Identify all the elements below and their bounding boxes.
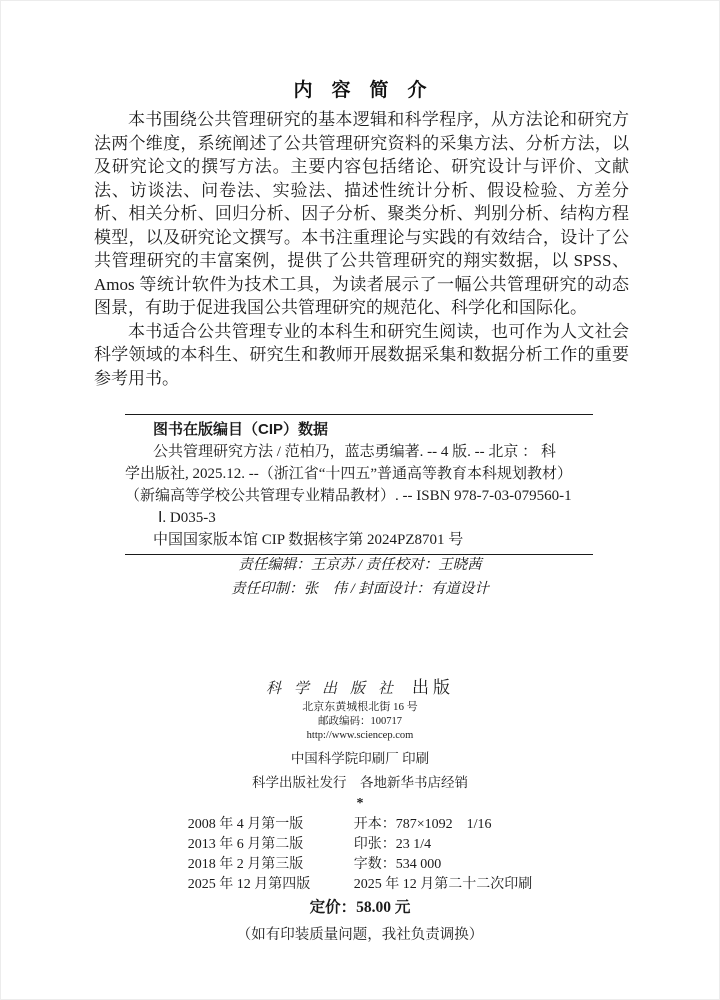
- cip-title-line: 公共管理研究方法 / 范柏乃，蓝志勇编著. -- 4 版. -- 北京 ： 科: [153, 444, 556, 460]
- printer-line: 中国科学院印刷厂 印刷: [290, 751, 430, 766]
- publisher-block: [1, 677, 719, 944]
- edition-detail: 字数：534 000: [353, 857, 442, 872]
- cip-class-number: Ⅰ. D035-3: [158, 510, 216, 526]
- staff-credits: [1, 553, 719, 601]
- publisher-logo-line: [1, 677, 719, 700]
- publisher-website: http://www.sciencep.com: [306, 730, 414, 741]
- publisher-postcode: 邮政编码：100717: [318, 716, 402, 727]
- cip-isbn-line: （新编高等学校公共管理专业精品教材）. -- ISBN 978-7-03-079560-1: [125, 488, 572, 504]
- editor-proofreader-line: 责任编辑：王京苏 / 责任校对：王晓茜: [238, 557, 482, 573]
- edition-row: [188, 835, 533, 855]
- edition-row: [188, 815, 533, 835]
- publisher-address: 北京东黄城根北街 16 号: [302, 701, 418, 713]
- cip-publisher-line: 学出版社, 2025.12. --（浙江省“十四五”普通高等教育本科规划教材）: [125, 466, 573, 482]
- edition-detail: 2025 年 12 月第二十二次印刷: [353, 877, 533, 892]
- distribution-line: 科学出版社发行 各地新华书店经销: [252, 775, 468, 790]
- content-summary-title: 内 容 简 介: [293, 80, 427, 101]
- quality-note-line: （如有印装质量问题，我社负责调换）: [236, 927, 484, 943]
- publish-label: 出版: [412, 678, 454, 697]
- edition-history: [188, 815, 533, 895]
- edition-row: [188, 875, 533, 895]
- edition-row: [188, 855, 533, 875]
- summary-paragraph-1: 本书围绕公共管理研究的基本逻辑和科学程序，从方法论和研究方法两个维度，系统阐述了公共管理研究资料的采集方法、分析方法，以及研究论文的撰写方法。主要内容包括绪论、研究设计与评价、文献法、访谈法、问卷法、实验法、描述性统计分析、假设检验、方差分析、相关分析、回归分析、因子分析、聚类分析、判别分析、结构方程模型，以及研究论文撰写。本书注重理论与实践的有效结合，设计了公共管理研究的丰富案例，提供了公共管理研究的翔实数据，以 SPSS、Amos 等统计软件为技术工具，为读者展示了一幅公共管理研究的动态图景，有助于促进我国公共管理研究的规范化、科学化和国际化。: [94, 110, 629, 317]
- cip-heading: 图书在版编目（CIP）数据: [153, 421, 329, 438]
- edition-detail: 印张：23 1/4: [353, 837, 432, 852]
- summary-paragraph-2: 本书适合公共管理专业的本科生和研究生阅读，也可作为人文社会科学领域的本科生、研究生和教师开展数据采集和数据分析工作的重要参考用书。: [94, 321, 629, 388]
- cip-data-block: [125, 414, 593, 555]
- edition-date: 2008 年 4 月第一版: [187, 817, 304, 832]
- edition-detail: 开本：787×1092 1/16: [353, 817, 492, 832]
- price-line: 定价：58.00 元: [309, 899, 411, 916]
- edition-date: 2025 年 12 月第四版: [187, 877, 311, 892]
- edition-date: 2018 年 2 月第三版: [187, 857, 304, 872]
- printing-cover-line: 责任印制：张 伟 / 封面设计：有道设计: [231, 581, 489, 597]
- publisher-logotype: 科学出版社: [265, 681, 406, 697]
- cip-record-number: 中国国家版本馆 CIP 数据核字第 2024PZ8701 号: [153, 532, 464, 548]
- edition-date: 2013 年 6 月第二版: [187, 837, 304, 852]
- content-summary: [94, 108, 629, 390]
- separator-asterisk: *: [356, 796, 364, 811]
